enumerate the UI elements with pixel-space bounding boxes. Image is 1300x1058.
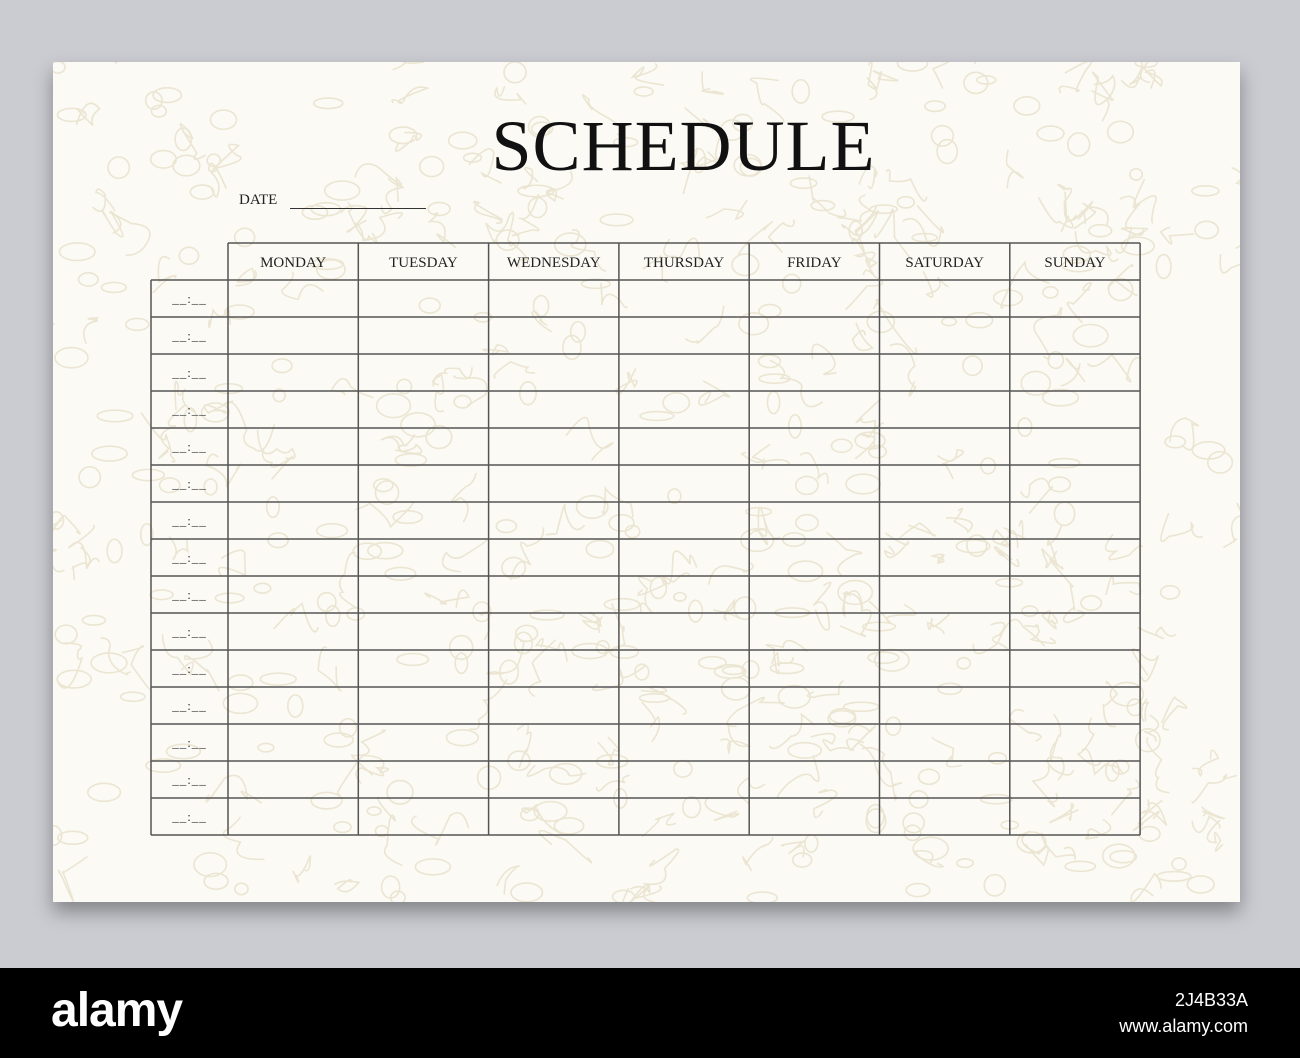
schedule-cell[interactable] <box>1010 280 1140 317</box>
schedule-cell[interactable] <box>489 687 619 724</box>
schedule-cell[interactable] <box>489 317 619 354</box>
schedule-cell[interactable] <box>1010 650 1140 687</box>
schedule-sheet <box>53 62 1240 902</box>
time-slot-label[interactable]: __:__ <box>172 402 207 417</box>
schedule-cell[interactable] <box>489 650 619 687</box>
schedule-cell[interactable] <box>358 465 488 502</box>
date-label: DATE <box>239 192 278 208</box>
schedule-cell[interactable] <box>358 650 488 687</box>
time-slot-label[interactable]: __:__ <box>172 365 207 380</box>
schedule-cell[interactable] <box>619 613 749 650</box>
schedule-cell[interactable] <box>880 280 1010 317</box>
schedule-cell[interactable] <box>228 428 358 465</box>
schedule-cell[interactable] <box>358 798 488 835</box>
schedule-cell[interactable] <box>489 724 619 761</box>
watermark-image-code: 2J4B33A <box>1174 990 1248 1010</box>
schedule-cell[interactable] <box>1010 761 1140 798</box>
time-slot-label[interactable]: __:__ <box>172 328 207 343</box>
schedule-cell[interactable] <box>880 354 1010 391</box>
schedule-cell[interactable] <box>619 465 749 502</box>
schedule-cell[interactable] <box>880 650 1010 687</box>
schedule-cell[interactable] <box>228 687 358 724</box>
schedule-cell[interactable] <box>749 465 879 502</box>
schedule-cell[interactable] <box>358 539 488 576</box>
time-slot-label[interactable]: __:__ <box>172 772 207 787</box>
watermark-logo: alamy <box>51 984 183 1037</box>
schedule-cell[interactable] <box>358 502 488 539</box>
schedule-cell[interactable] <box>358 391 488 428</box>
page-title: SCHEDULE <box>491 106 876 186</box>
schedule-cell[interactable] <box>749 761 879 798</box>
schedule-cell[interactable] <box>880 502 1010 539</box>
schedule-cell[interactable] <box>228 317 358 354</box>
schedule-cell[interactable] <box>228 502 358 539</box>
schedule-cell[interactable] <box>749 354 879 391</box>
schedule-cell[interactable] <box>749 687 879 724</box>
schedule-cell[interactable] <box>489 613 619 650</box>
schedule-cell[interactable] <box>749 539 879 576</box>
schedule-cell[interactable] <box>1010 687 1140 724</box>
schedule-cell[interactable] <box>228 465 358 502</box>
schedule-cell[interactable] <box>228 761 358 798</box>
schedule-cell[interactable] <box>358 428 488 465</box>
schedule-cell[interactable] <box>880 798 1010 835</box>
schedule-cell[interactable] <box>228 613 358 650</box>
time-slot-label[interactable]: __:__ <box>172 809 207 824</box>
day-header-friday: FRIDAY <box>787 255 842 271</box>
time-slot-label[interactable]: __:__ <box>172 624 207 639</box>
time-slot-label[interactable]: __:__ <box>172 291 207 306</box>
schedule-cell[interactable] <box>880 391 1010 428</box>
day-header-sunday: SUNDAY <box>1044 255 1106 271</box>
schedule-cell[interactable] <box>489 428 619 465</box>
schedule-cell[interactable] <box>880 613 1010 650</box>
schedule-cell[interactable] <box>358 761 488 798</box>
schedule-cell[interactable] <box>749 724 879 761</box>
schedule-cell[interactable] <box>749 428 879 465</box>
time-slot-label[interactable]: __:__ <box>172 439 207 454</box>
watermark-bar <box>0 968 1300 1058</box>
schedule-cell[interactable] <box>619 539 749 576</box>
day-header-saturday: SATURDAY <box>905 255 984 271</box>
schedule-cell[interactable] <box>880 687 1010 724</box>
schedule-cell[interactable] <box>489 761 619 798</box>
watermark-url: www.alamy.com <box>1119 1016 1248 1036</box>
schedule-table <box>53 62 1240 902</box>
schedule-cell[interactable] <box>749 502 879 539</box>
schedule-cell[interactable] <box>880 428 1010 465</box>
schedule-cell[interactable] <box>880 539 1010 576</box>
schedule-cell[interactable] <box>228 539 358 576</box>
schedule-cell[interactable] <box>749 798 879 835</box>
schedule-cell[interactable] <box>358 280 488 317</box>
schedule-cell[interactable] <box>749 576 879 613</box>
schedule-cell[interactable] <box>358 576 488 613</box>
schedule-cell[interactable] <box>1010 391 1140 428</box>
schedule-cell[interactable] <box>489 354 619 391</box>
schedule-cell[interactable] <box>358 724 488 761</box>
schedule-cell[interactable] <box>1010 613 1140 650</box>
schedule-cell[interactable] <box>489 465 619 502</box>
time-slot-label[interactable]: __:__ <box>172 513 207 528</box>
schedule-cell[interactable] <box>880 761 1010 798</box>
schedule-cell[interactable] <box>358 613 488 650</box>
schedule-cell[interactable] <box>228 354 358 391</box>
schedule-cell[interactable] <box>749 613 879 650</box>
time-slot-label[interactable]: __:__ <box>172 476 207 491</box>
time-slot-label[interactable]: __:__ <box>172 698 207 713</box>
schedule-cell[interactable] <box>619 650 749 687</box>
schedule-cell[interactable] <box>228 650 358 687</box>
schedule-cell[interactable] <box>228 576 358 613</box>
schedule-cell[interactable] <box>489 280 619 317</box>
schedule-cell[interactable] <box>1010 354 1140 391</box>
schedule-cell[interactable] <box>619 502 749 539</box>
schedule-cell[interactable] <box>489 502 619 539</box>
schedule-cell[interactable] <box>1010 502 1140 539</box>
schedule-cell[interactable] <box>619 687 749 724</box>
schedule-cell[interactable] <box>1010 724 1140 761</box>
schedule-cell[interactable] <box>619 280 749 317</box>
day-header-tuesday: TUESDAY <box>389 255 458 271</box>
schedule-cell[interactable] <box>880 576 1010 613</box>
day-header-monday: MONDAY <box>260 255 327 271</box>
schedule-cell[interactable] <box>1010 317 1140 354</box>
schedule-cell[interactable] <box>358 317 488 354</box>
schedule-cell[interactable] <box>880 465 1010 502</box>
schedule-cell[interactable] <box>749 650 879 687</box>
schedule-cell[interactable] <box>1010 539 1140 576</box>
schedule-cell[interactable] <box>358 687 488 724</box>
schedule-cell[interactable] <box>1010 576 1140 613</box>
schedule-cell[interactable] <box>619 354 749 391</box>
schedule-cell[interactable] <box>228 280 358 317</box>
schedule-cell[interactable] <box>1010 465 1140 502</box>
schedule-cell[interactable] <box>489 798 619 835</box>
schedule-cell[interactable] <box>749 391 879 428</box>
schedule-cell[interactable] <box>619 317 749 354</box>
schedule-cell[interactable] <box>1010 798 1140 835</box>
schedule-cell[interactable] <box>619 724 749 761</box>
schedule-cell[interactable] <box>749 280 879 317</box>
schedule-cell[interactable] <box>619 576 749 613</box>
time-slot-label[interactable]: __:__ <box>172 550 207 565</box>
schedule-cell[interactable] <box>619 761 749 798</box>
day-header-wednesday: WEDNESDAY <box>506 255 601 271</box>
schedule-cell[interactable] <box>619 798 749 835</box>
schedule-cell[interactable] <box>619 391 749 428</box>
time-slot-label[interactable]: __:__ <box>172 587 207 602</box>
schedule-cell[interactable] <box>489 391 619 428</box>
time-slot-label[interactable]: __:__ <box>172 661 207 676</box>
schedule-cell[interactable] <box>1010 428 1140 465</box>
schedule-cell[interactable] <box>489 539 619 576</box>
schedule-cell[interactable] <box>880 317 1010 354</box>
time-slot-label[interactable]: __:__ <box>172 735 207 750</box>
day-header-thursday: THURSDAY <box>643 255 725 271</box>
schedule-cell[interactable] <box>619 428 749 465</box>
schedule-cell[interactable] <box>358 354 488 391</box>
schedule-cell[interactable] <box>749 317 879 354</box>
schedule-cell[interactable] <box>228 391 358 428</box>
schedule-cell[interactable] <box>228 724 358 761</box>
schedule-cell[interactable] <box>228 798 358 835</box>
schedule-cell[interactable] <box>489 576 619 613</box>
schedule-cell[interactable] <box>880 724 1010 761</box>
